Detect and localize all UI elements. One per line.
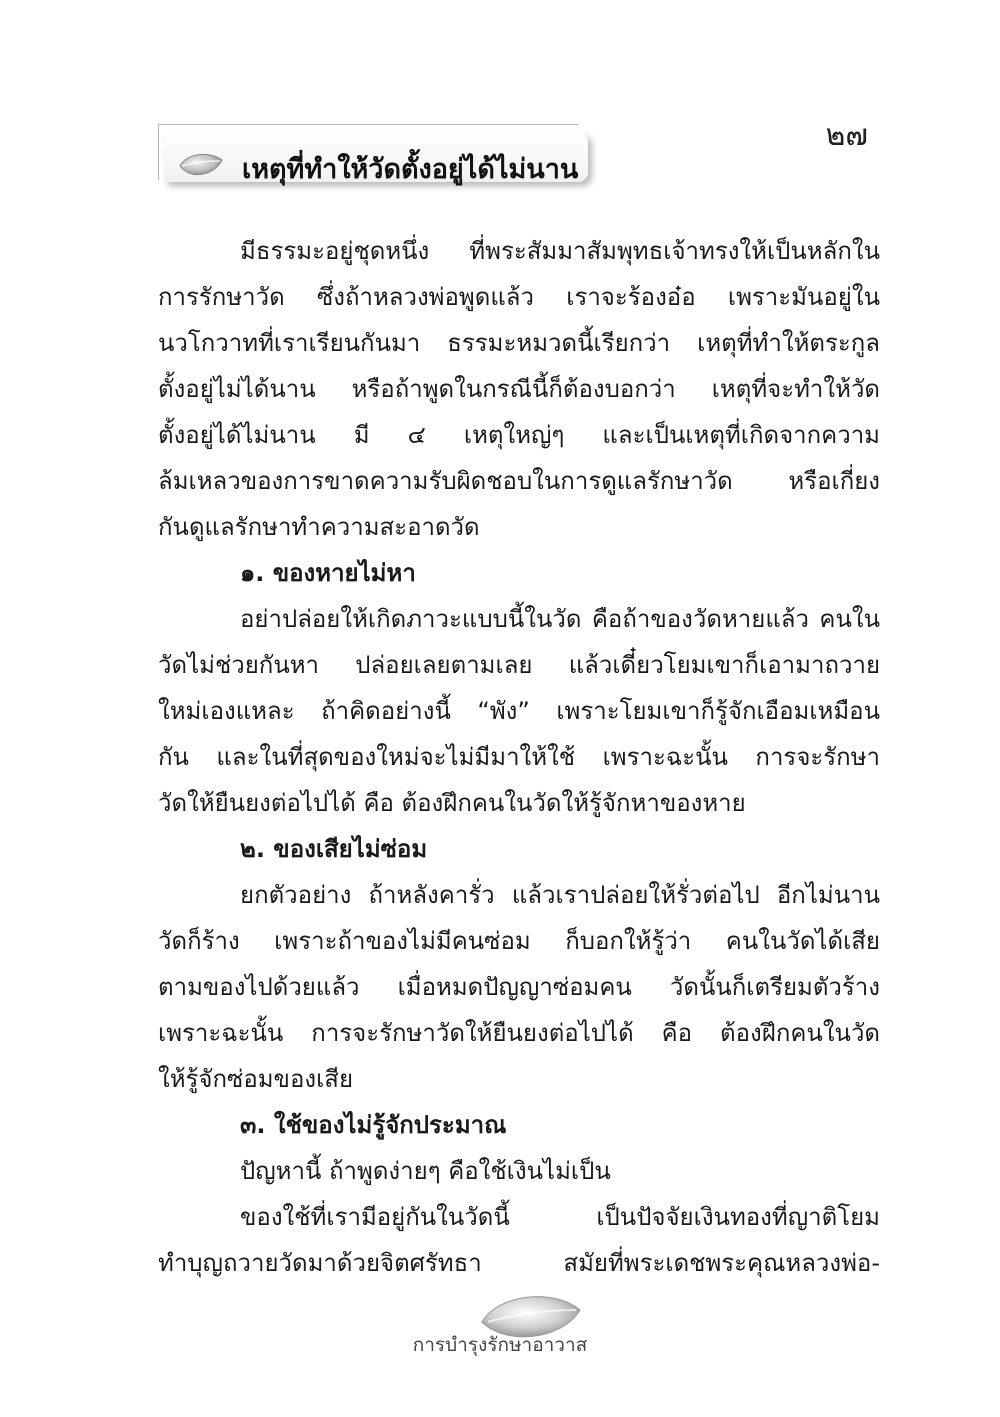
section-line: ปัญหานี้ ถ้าพูดง่ายๆ คือใช้เงินไม่เป็น: [240, 1157, 611, 1185]
section-heading: ๑. ของหายไม่หา: [240, 559, 416, 587]
section-heading: ๓. ใช้ของไม่รู้จักประมาณ: [240, 1111, 507, 1139]
intro-line: นวโกวาทที่เราเรียนกันมา ธรรมะหมวดนี้เรียกว่า เหตุที่ทำให้ตระกูล: [158, 329, 880, 357]
footer-title: การบำรุงรักษาอาวาส: [412, 1334, 588, 1356]
intro-line: มีธรรมะอยู่ชุดหนึ่ง ที่พระสัมมาสัมพุทธเจ้าทรงให้เป็นหลักใน: [240, 237, 880, 265]
intro-line: ล้มเหลวของการขาดความรับผิดชอบในการดูแลรักษาวัด หรือเกี่ยง: [158, 467, 880, 495]
title-frame-left: [158, 124, 159, 180]
section-heading: ๒. ของเสียไม่ซ่อม: [240, 835, 428, 863]
section-line: ยกตัวอย่าง ถ้าหลังคารั่ว แล้วเราปล่อยให้รั่วต่อไป อีกไม่นาน: [240, 881, 880, 909]
title-frame-top: [158, 124, 578, 125]
section-line: ตามของไปด้วยแล้ว เมื่อหมดปัญญาซ่อมคน วัดนั้นก็เตรียมตัวร้าง: [158, 973, 880, 1001]
section-line: วัดก็ร้าง เพราะถ้าของไม่มีคนซ่อม ก็บอกให้รู้ว่า คนในวัดได้เสีย: [158, 927, 880, 955]
intro-line: การรักษาวัด ซึ่งถ้าหลวงพ่อพูดแล้ว เราจะร้องอ๋อ เพราะมันอยู่ใน: [158, 283, 880, 311]
title-tab: [164, 132, 588, 185]
section-line: วัดให้ยืนยงต่อไปได้ คือ ต้องฝึกคนในวัดให้รู้จักหาของหาย: [158, 789, 746, 817]
page-number: ๒๗: [825, 118, 868, 153]
intro-line: ตั้งอยู่ได้ไม่นาน มี ๔ เหตุใหญ่ๆ และเป็นเหตุที่เกิดจากความ: [158, 421, 880, 449]
body-text: [158, 228, 880, 1286]
leaf-icon: [178, 150, 224, 180]
section-line: ให้รู้จักซ่อมของเสีย: [158, 1065, 353, 1093]
section-line: ของใช้ที่เรามีอยู่กันในวัดนี้ เป็นปัจจัยเงินทองที่ญาติโยม: [240, 1203, 880, 1231]
section-line: อย่าปล่อยให้เกิดภาวะแบบนี้ในวัด คือถ้าของวัดหายแล้ว คนใน: [240, 605, 880, 633]
section-title-box: [158, 124, 594, 184]
section-line: ทำบุญถวายวัดมาด้วยจิตศรัทธา สมัยที่พระเดชพระคุณหลวงพ่อ-: [158, 1249, 880, 1277]
section-line: วัดไม่ช่วยกันหา ปล่อยเลยตามเลย แล้วเดี๋ยวโยมเขาก็เอามาถวาย: [158, 651, 880, 679]
section-line: กัน และในที่สุดของใหม่จะไม่มีมาให้ใช้ เพราะฉะนั้น การจะรักษา: [158, 743, 880, 771]
section-title: เหตุที่ทำให้วัดตั้งอยู่ได้ไม่นาน: [242, 154, 579, 185]
section-line: ใหม่เองแหละ ถ้าคิดอย่างนี้ “พัง” เพราะโยมเขาก็รู้จักเอือมเหมือน: [158, 697, 880, 725]
intro-line: กันดูแลรักษาทำความสะอาดวัด: [158, 513, 480, 541]
intro-line: ตั้งอยู่ไม่ได้นาน หรือถ้าพูดในกรณีนี้ก็ต้องบอกว่า เหตุที่จะทำให้วัด: [158, 375, 880, 403]
section-line: เพราะฉะนั้น การจะรักษาวัดให้ยืนยงต่อไปได้ คือ ต้องฝึกคนในวัด: [158, 1019, 880, 1047]
